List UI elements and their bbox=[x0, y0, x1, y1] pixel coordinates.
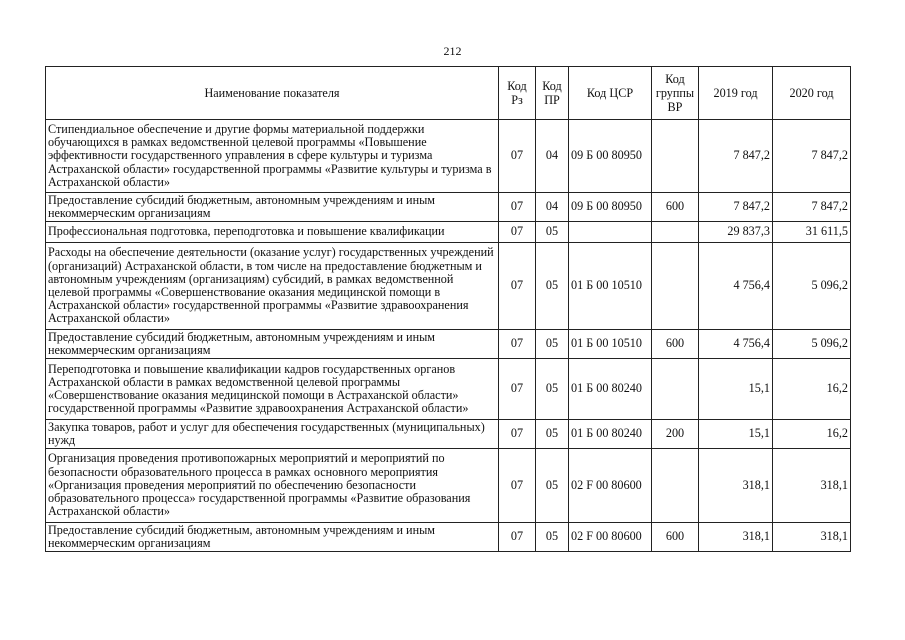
table-row bbox=[46, 193, 851, 222]
row-csr bbox=[569, 222, 652, 243]
row-2019: 318,1 bbox=[699, 449, 773, 523]
row-rz: 07 bbox=[499, 330, 536, 359]
row-csr: 09 Б 00 80950 bbox=[569, 193, 652, 222]
row-vr bbox=[652, 359, 699, 420]
row-name: Предоставление субсидий бюджетным, автономным учреждениям и иным некоммерческим организациям bbox=[46, 523, 499, 552]
row-name: Предоставление субсидий бюджетным, автономным учреждениям и иным некоммерческим организациям bbox=[46, 193, 499, 222]
row-pr: 04 bbox=[536, 193, 569, 222]
row-pr: 05 bbox=[536, 359, 569, 420]
row-2019: 15,1 bbox=[699, 420, 773, 449]
row-csr: 02 F 00 80600 bbox=[569, 449, 652, 523]
table-row bbox=[46, 449, 851, 523]
row-2019: 318,1 bbox=[699, 523, 773, 552]
row-rz: 07 bbox=[499, 222, 536, 243]
table-row bbox=[46, 222, 851, 243]
row-2019: 15,1 bbox=[699, 359, 773, 420]
row-2019: 4 756,4 bbox=[699, 330, 773, 359]
row-vr bbox=[652, 243, 699, 330]
row-2019: 7 847,2 bbox=[699, 193, 773, 222]
row-rz: 07 bbox=[499, 449, 536, 523]
header-csr: Код ЦСР bbox=[569, 67, 652, 120]
row-csr: 01 Б 00 80240 bbox=[569, 359, 652, 420]
row-pr: 05 bbox=[536, 523, 569, 552]
row-2019: 29 837,3 bbox=[699, 222, 773, 243]
table-row bbox=[46, 243, 851, 330]
row-name: Профессиональная подготовка, переподготовка и повышение квалификации bbox=[46, 222, 499, 243]
row-rz: 07 bbox=[499, 420, 536, 449]
header-pr: Код ПР bbox=[536, 67, 569, 120]
table-row bbox=[46, 523, 851, 552]
row-name: Стипендиальное обеспечение и другие формы материальной поддержки обучающихся в рамках ведомственной целевой программы «Повышение эффективности государственного управления в сфере культуры и туризма Астраханской области» государственной программы «Развитие культуры и туризма в Астраханской области» bbox=[46, 120, 499, 193]
row-name: Предоставление субсидий бюджетным, автономным учреждениям и иным некоммерческим организациям bbox=[46, 330, 499, 359]
row-csr: 01 Б 00 80240 bbox=[569, 420, 652, 449]
row-2020: 16,2 bbox=[773, 359, 851, 420]
row-2020: 318,1 bbox=[773, 523, 851, 552]
row-vr: 600 bbox=[652, 193, 699, 222]
row-vr bbox=[652, 120, 699, 193]
row-vr: 600 bbox=[652, 523, 699, 552]
header-name: Наименование показателя bbox=[46, 67, 499, 120]
table-body bbox=[46, 120, 851, 552]
row-2020: 7 847,2 bbox=[773, 120, 851, 193]
row-2020: 5 096,2 bbox=[773, 243, 851, 330]
row-vr: 600 bbox=[652, 330, 699, 359]
row-2020: 318,1 bbox=[773, 449, 851, 523]
row-2019: 7 847,2 bbox=[699, 120, 773, 193]
header-2020: 2020 год bbox=[773, 67, 851, 120]
table-header bbox=[46, 67, 851, 120]
row-2020: 7 847,2 bbox=[773, 193, 851, 222]
row-pr: 04 bbox=[536, 120, 569, 193]
row-csr: 09 Б 00 80950 bbox=[569, 120, 652, 193]
row-rz: 07 bbox=[499, 359, 536, 420]
row-2020: 16,2 bbox=[773, 420, 851, 449]
table-row bbox=[46, 120, 851, 193]
page-number: 212 bbox=[443, 44, 462, 58]
row-rz: 07 bbox=[499, 120, 536, 193]
table-row bbox=[46, 420, 851, 449]
row-name: Расходы на обеспечение деятельности (оказание услуг) государственных учреждений (организаций) Астраханской области, в том числе на предоставление бюджетным и автономным учреждениям (организациям) субсидий, в рамках ведомственной целевой программы «Совершенствование оказания медицинской помощи в Астраханской области» государственной программы «Развитие здравоохранения Астраханской области» bbox=[46, 243, 499, 330]
row-vr: 200 bbox=[652, 420, 699, 449]
header-2019: 2019 год bbox=[699, 67, 773, 120]
row-pr: 05 bbox=[536, 243, 569, 330]
row-name: Организация проведения противопожарных мероприятий и мероприятий по безопасности образовательного процесса в рамках основного мероприятия «Организация проведения мероприятий по обеспечению безопасности образовательного процесса» государственной программы «Развитие образования Астраханской области» bbox=[46, 449, 499, 523]
row-name: Переподготовка и повышение квалификации кадров государственных органов Астраханской области в рамках ведомственной целевой программы «Совершенствование оказания медицинской помощи в Астраханской области» государственной программы «Развитие здравоохранения Астраханской области» bbox=[46, 359, 499, 420]
row-name: Закупка товаров, работ и услуг для обеспечения государственных (муниципальных) нужд bbox=[46, 420, 499, 449]
row-rz: 07 bbox=[499, 193, 536, 222]
table-row bbox=[46, 330, 851, 359]
row-pr: 05 bbox=[536, 330, 569, 359]
row-pr: 05 bbox=[536, 420, 569, 449]
row-rz: 07 bbox=[499, 523, 536, 552]
row-csr: 02 F 00 80600 bbox=[569, 523, 652, 552]
header-vr: Код группы ВР bbox=[652, 67, 699, 120]
row-csr: 01 Б 00 10510 bbox=[569, 243, 652, 330]
row-2020: 31 611,5 bbox=[773, 222, 851, 243]
row-vr bbox=[652, 449, 699, 523]
row-2019: 4 756,4 bbox=[699, 243, 773, 330]
row-rz: 07 bbox=[499, 243, 536, 330]
row-2020: 5 096,2 bbox=[773, 330, 851, 359]
row-pr: 05 bbox=[536, 222, 569, 243]
row-pr: 05 bbox=[536, 449, 569, 523]
table-row bbox=[46, 359, 851, 420]
row-vr bbox=[652, 222, 699, 243]
row-csr: 01 Б 00 10510 bbox=[569, 330, 652, 359]
budget-table bbox=[45, 66, 851, 552]
header-rz: Код Рз bbox=[499, 67, 536, 120]
